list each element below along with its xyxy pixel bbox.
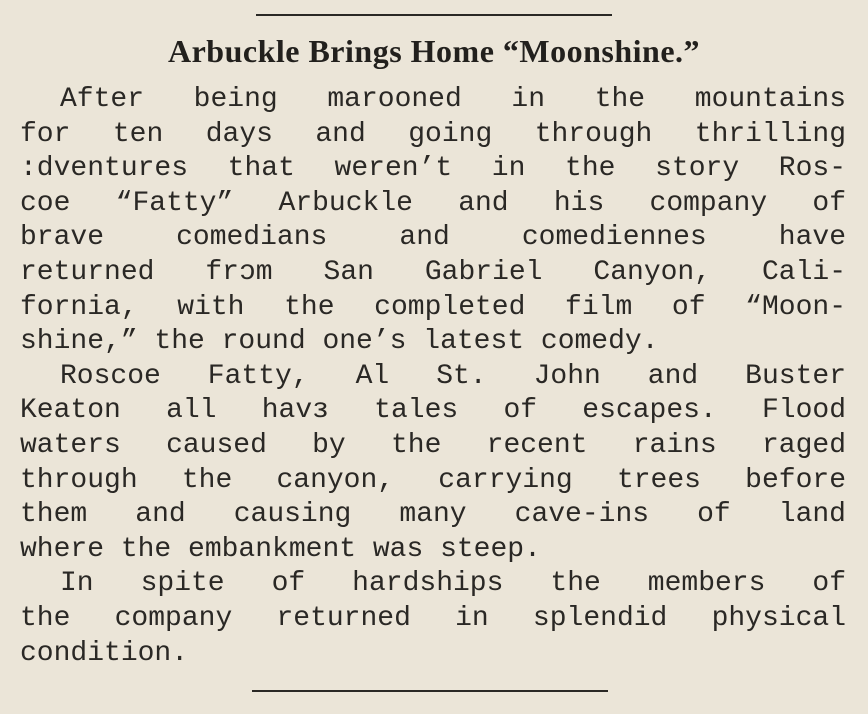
- top-rule: [256, 14, 612, 16]
- text-line: through the canyon, carrying trees before: [20, 464, 846, 496]
- paragraph-1: [20, 83, 846, 360]
- text-line: shine,” the round one’s latest comedy.: [20, 326, 659, 358]
- headline: Arbuckle Brings Home “Moonshine.”: [167, 33, 701, 69]
- text-line: coe “Fatty” Arbuckle and his company of: [20, 187, 846, 219]
- text-line: waters caused by the recent rains raged: [20, 429, 846, 461]
- text-line: where the embankment was steep.: [20, 533, 541, 565]
- text-line: After being marooned in the mountains: [60, 84, 846, 115]
- text-line: returned frɔm San Gabriel Canyon, Cali-: [20, 256, 846, 288]
- bottom-rule: [252, 690, 608, 692]
- paragraph-3: [20, 567, 846, 671]
- text-line: the company returned in splendid physical: [20, 602, 846, 634]
- article-body: [20, 83, 846, 671]
- paragraph-2: [20, 360, 846, 568]
- text-line: :dventures that weren’t in the story Ros-: [20, 153, 846, 185]
- text-line: Keaton all havз tales of escapes. Flood: [20, 395, 846, 427]
- text-line: condition.: [20, 637, 189, 669]
- text-line: for ten days and going through thrilling: [20, 118, 846, 150]
- text-line: Roscoe Fatty, Al St. John and Buster: [60, 360, 846, 392]
- text-line: brave comedians and comediennes have: [20, 222, 846, 254]
- text-line: fornia, with the completed film of “Moon-: [20, 291, 846, 323]
- text-line: them and causing many cave-ins of land: [20, 499, 846, 531]
- text-line: In spite of hardships the members of: [60, 568, 846, 600]
